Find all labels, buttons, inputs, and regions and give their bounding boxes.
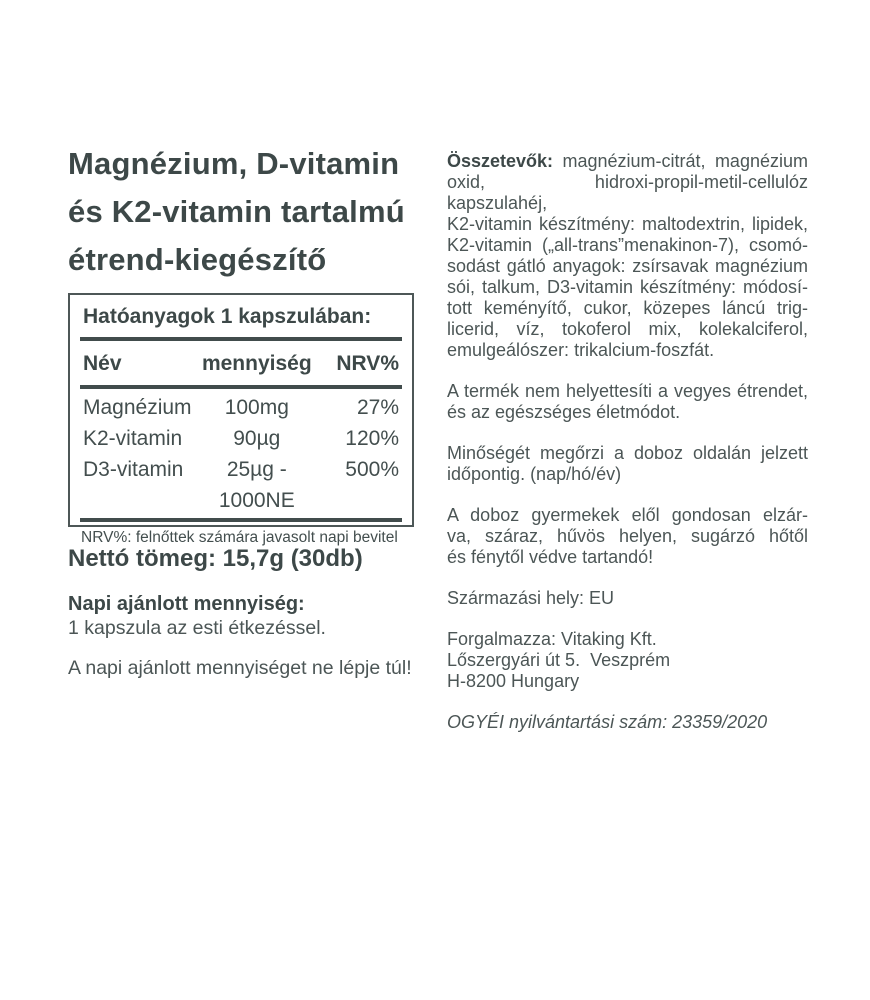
ingredients-label: Összetevők: [447,151,554,171]
active-nrv: 500% [345,458,399,481]
text-line: va, száraz, hűvös helyen, sugárzó hőtől [447,526,808,546]
text-line: és fénytől védve tartandó! [447,547,654,567]
distributor-block [447,629,808,692]
text-line: K2-vitamin készítmény: maltodextrin, lipidek, [447,214,808,234]
text-line: Származási hely: EU [447,588,615,608]
active-name: Magnézium [83,396,192,419]
product-title-line: étrend-kiegészítő [68,242,327,277]
dosage-heading: Napi ajánlott mennyiség: [68,593,305,615]
nrv-footnote: NRV%: felnőttek számára javasolt napi bevitel [81,529,398,546]
actives-table-title: Hatóanyagok 1 kapszulában: [83,305,372,328]
text-line: oxid, hidroxi-propil-metil-cellulóz kapszulahéj, [447,172,808,213]
text-line: Minőségét megőrzi a doboz oldalán jelzett [447,443,808,463]
text-line: sói, talkum, D3-vitamin készítmény: módosí- [447,277,808,297]
net-weight: Nettó tömeg: 15,7g (30db) [68,545,363,572]
column-header-name: Név [83,352,122,375]
table-row [70,454,412,516]
origin-line [447,588,808,609]
actives-table [68,293,414,546]
text-line: és az egészséges életmódot. [447,402,681,422]
column-header-amount: mennyiség [201,352,312,375]
info-column [447,151,808,733]
actives-table-header [70,341,412,385]
text-line: H-8200 Hungary [447,671,580,691]
text-line: sodást gátló anyagok: zsírsavak magnézium [447,256,808,276]
ingredients-text: magnézium-citrát, magnézium [562,151,808,171]
ingredients-paragraph [447,151,808,361]
table-row [70,423,412,454]
active-amount: 100mg [224,396,289,419]
storage-notice [447,505,808,568]
registration-number [447,712,808,733]
text-line: Lőszergyári út 5. Veszprém [447,650,671,670]
product-title-line: és K2-vitamin tartalmú [68,194,405,229]
active-nrv: 120% [345,427,399,450]
active-name: K2-vitamin [83,427,183,450]
text-line: OGYÉI nyilvántartási szám: 23359/2020 [447,712,768,732]
product-title-line: Magnézium, D-vitamin [68,146,400,181]
shelf-life-notice [447,443,808,485]
active-name: D3-vitamin [83,458,184,481]
balanced-diet-notice [447,381,808,423]
active-nrv: 27% [356,396,399,419]
active-amount: 90µg [233,427,281,450]
table-row [70,392,412,423]
text-line: emulgeálószer: trikalcium-foszfát. [447,340,715,360]
text-line: Forgalmazza: Vitaking Kft. [447,629,657,649]
actives-table-body [70,389,412,518]
text-line: licerid, víz, tokoferol mix, kolekalciferol, [447,319,808,339]
text-line: A termék nem helyettesíti a vegyes étrendet, [447,381,808,401]
text-line [447,151,808,172]
text-line: tott keményítő, cukor, közepes láncú trig- [447,298,808,318]
product-title [68,140,438,284]
dosage-text: 1 kapszula az esti étkezéssel. [68,617,326,639]
text-line: A doboz gyermekek elől gondosan elzár- [447,505,808,525]
active-amount: 25µg - 1000NE [218,458,295,512]
column-header-nrv: NRV% [336,352,399,375]
text-line: K2-vitamin („all-trans”menakinon-7), csomó- [447,235,808,255]
dosage-warning: A napi ajánlott mennyiséget ne lépje túl! [68,657,412,679]
text-line: időpontig. (nap/hó/év) [447,464,622,484]
